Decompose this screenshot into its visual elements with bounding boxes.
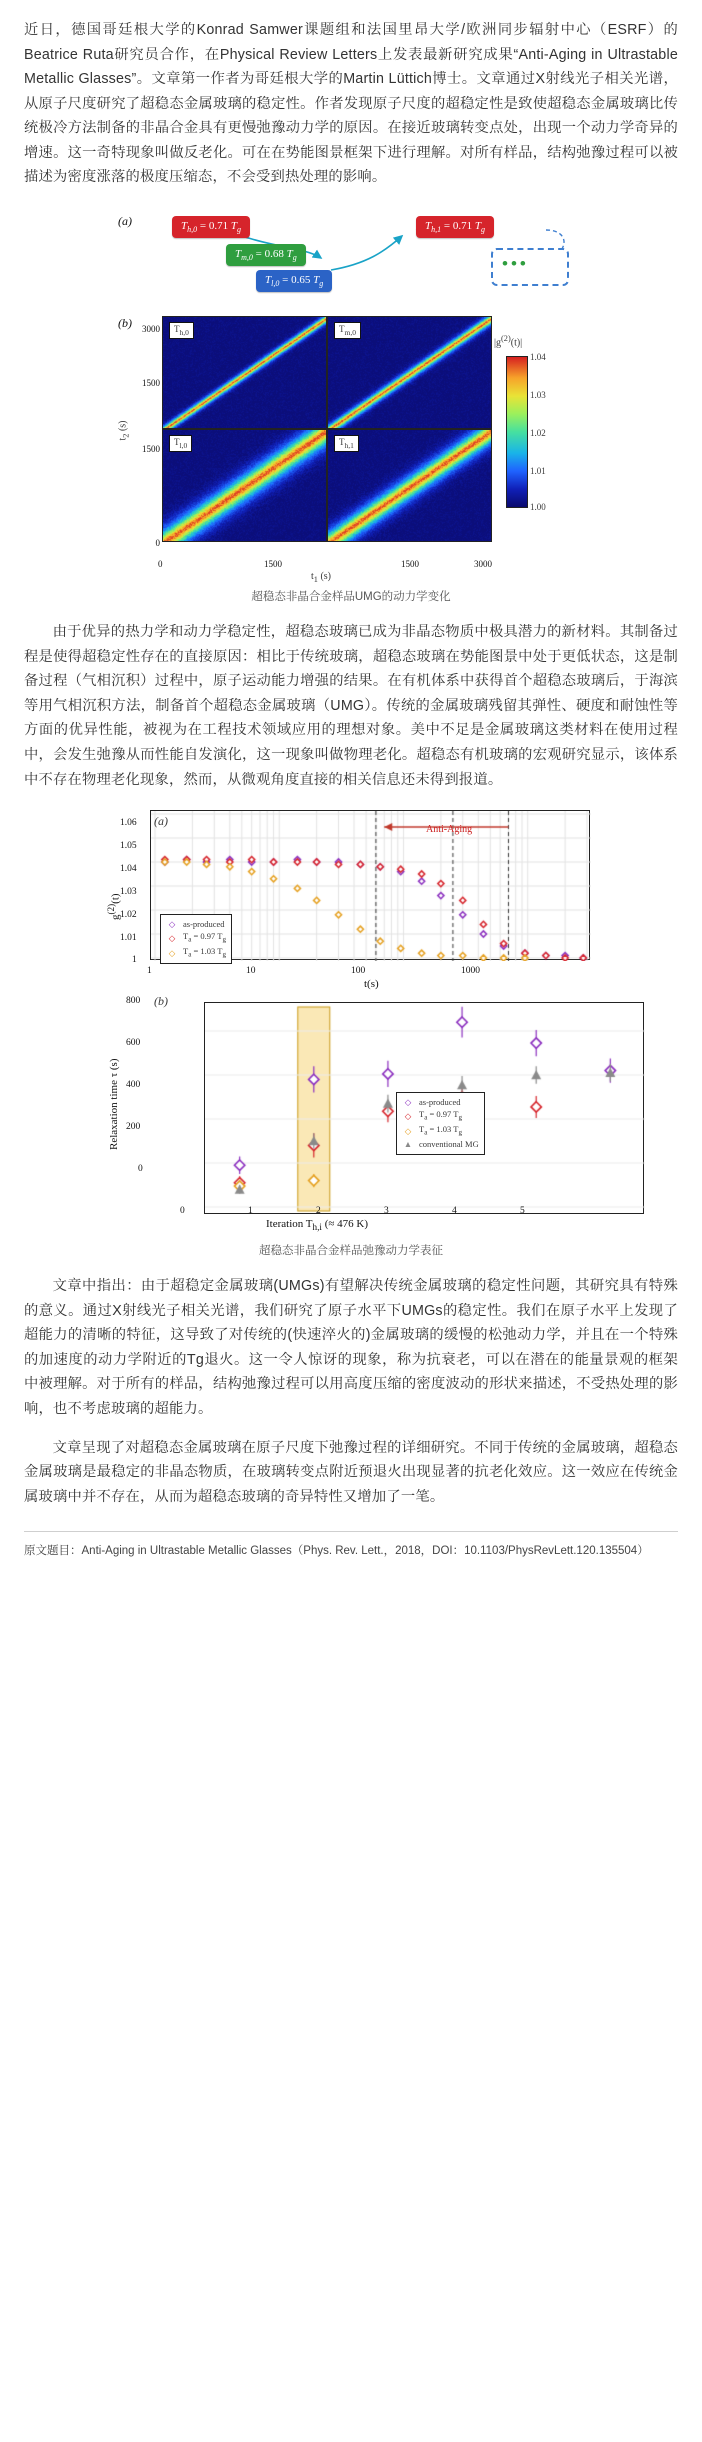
panel-b-label: (b) bbox=[118, 316, 132, 331]
legend-symbol-icon: ▲ bbox=[403, 1139, 413, 1150]
heatmap-th1 bbox=[327, 429, 492, 542]
x-tick-1500a: 1500 bbox=[264, 559, 282, 570]
a-ytick-100: 1 bbox=[132, 955, 137, 966]
figure-1-caption: 超稳态非晶合金样品UMG的动力学变化 bbox=[251, 591, 451, 604]
cbar-tick-103: 1.03 bbox=[530, 390, 546, 401]
legend-b-label-2: $T_a = 1.03$ $T_g$ bbox=[419, 1124, 462, 1138]
legend-a-label-0: as-produced bbox=[183, 919, 225, 930]
legend-a-item-0 bbox=[166, 918, 226, 930]
legend-b-item-0 bbox=[402, 1096, 479, 1108]
heatmap-row-top bbox=[162, 316, 492, 429]
legend-symbol-icon: ◇ bbox=[168, 932, 176, 943]
y-tick-0: 0 bbox=[155, 538, 160, 549]
x-tick-1500b: 1500 bbox=[401, 559, 419, 570]
figure2-panel-a-label: (a) bbox=[154, 814, 168, 829]
b-xtick-5: 5 bbox=[520, 1206, 525, 1217]
paragraph-1: 近日，德国哥廷根大学的Konrad Samwer课题组和法国里昂大学/欧洲同步辐射中心（ESRF）的Beatrice Ruta研究员合作，在Physical Review Letters上发表最新研究成果“Anti-Aging in Ultrastable Metallic Glasses”。文章第一作者为哥廷根大学的Martin Lüttich博士。文章通过X射线光子相关光谱，从原子尺度研究了超稳态金属玻璃的稳定性。作者发现原子尺度的超稳定性是致使超稳态金属玻璃比传统极冷方法制备的非晶合金具有更慢弛豫动力学的原因。在接近玻璃转变点处，出现一个动力学奇异的增速。这一奇特现象叫做反老化。可在在势能图景框架下进行理解。对所有样品，结构弛豫过程可以被描述为密度涨落的极度压缩态，不会受到热处理的影响。 bbox=[24, 22, 678, 186]
box-th1: $T_{h,1} = 0.71$ $T_g$ bbox=[416, 216, 494, 238]
anti-aging-annotation: Anti-Aging bbox=[426, 824, 473, 836]
panel-a-label: (a) bbox=[118, 214, 132, 229]
figure-2-frame bbox=[96, 810, 606, 1233]
a-ytick-106: 1.06 bbox=[120, 818, 137, 829]
legend-a-item-2 bbox=[166, 945, 226, 960]
a-ytick-103: 1.03 bbox=[120, 887, 137, 898]
heatmap-tag-th1: $T_{h,1}$ bbox=[334, 435, 359, 452]
legend-a-label-1: $T_a = 0.97$ $T_g$ bbox=[183, 931, 226, 945]
b-xtick-2: 2 bbox=[316, 1206, 321, 1217]
legend-symbol-icon: ◇ bbox=[168, 919, 176, 930]
source-footer: 原文题目：Anti-Aging in Ultrastable Metallic Glasses（Phys. Rev. Lett.，2018，DOI：10.1103/PhysRevLett.120.135504） bbox=[24, 1531, 678, 1560]
legend-b-item-1 bbox=[402, 1108, 479, 1123]
a-ytick-105: 1.05 bbox=[120, 841, 137, 852]
b-xtick-4: 4 bbox=[452, 1206, 457, 1217]
box-tl0: $T_{l,0} = 0.65$ $T_g$ bbox=[256, 270, 332, 292]
legend-symbol-icon: ◇ bbox=[404, 1110, 412, 1121]
b-ytick-0: 0 bbox=[138, 1164, 143, 1175]
figure-1-panel-a bbox=[116, 208, 586, 304]
legend-b-label-1: $T_a = 0.97$ $T_g$ bbox=[419, 1109, 462, 1123]
paragraph-2: 由于优异的热力学和动力学稳定性，超稳态玻璃已成为非晶态物质中极具潜力的新材料。其制备过程是使得超稳定性存在的直接原因：相比于传统玻璃，超稳态玻璃在势能图景中处于更低状态，这是制备过程（气相沉积）过程中，原子运动能力增强的结果。在有机体系中获得首个超稳态玻璃后，于海滨等用气相沉积方法，制备首个超稳态金属玻璃（UMG）。传统的金属玻璃残留其弹性、硬度和耐蚀性等方面的优异性能，被视为在工程技术领域应用的理想对象。美中不足是金属玻璃这类材料在使用过程中，会发生弛豫从而性能自发演化，这一现象叫做物理老化。超稳态有机玻璃的宏观研究显示，该体系中不存在物理老化现象，然而，从微观角度直接的相关信息还未得到报道。 bbox=[24, 624, 678, 788]
b-ytick-200: 200 bbox=[126, 1122, 141, 1133]
colorbar-title: $|g^{(2)}(t)|$ bbox=[494, 334, 523, 349]
figure2-panel-b-label: (b) bbox=[154, 994, 168, 1009]
chart-a-xlabel: t(s) bbox=[364, 978, 379, 991]
heatmap-tl0 bbox=[162, 429, 327, 542]
legend-b-label-0: as-produced bbox=[419, 1097, 461, 1108]
legend-symbol-icon: ◇ bbox=[404, 1125, 412, 1136]
dots-glyph: ••• bbox=[502, 254, 529, 274]
paragraph-3: 文章中指出：由于超稳定金属玻璃(UMGs)有望解决传统金属玻璃的稳定性问题，其研究具有特殊的意义。通过X射线光子相关光谱，我们研究了原子水平下UMGs的稳定性。我们在原子水平上发现了超能力的清晰的特征，这导致了对传统的(快速淬火的)金属玻璃的缓慢的松弛动力学，并且在一个特殊的加速度的动力学附近的Tg退火。这一令人惊讶的现象，称为抗衰老，可以在潜在的能量景观的框架中被理解。对于所有的样品，结构弛豫过程可以用高度压缩的密度波动的形状来描述，不受热处理的影响，也不考虑玻璃的超能力。 bbox=[24, 1278, 678, 1417]
chart-a-ylabel: $g^{(2)}(t)$ bbox=[106, 893, 122, 921]
heatmap-tag-tl0: $T_{l,0}$ bbox=[169, 435, 192, 452]
legend-symbol-icon: ◇ bbox=[168, 947, 176, 958]
a-ytick-104: 1.04 bbox=[120, 864, 137, 875]
heatmap-tag-th0: $T_{h,0}$ bbox=[169, 322, 194, 339]
b-xtick-3: 3 bbox=[384, 1206, 389, 1217]
paragraph-4: 文章呈现了对超稳态金属玻璃在原子尺度下弛豫过程的详细研究。不同于传统的金属玻璃，超稳态金属玻璃是最稳定的非晶态物质，在玻璃转变点附近预退火出现显著的抗老化效应。这一效应在传统金属玻璃中并不存在，从而为超稳态玻璃的奇异特性又增加了一笔。 bbox=[24, 1439, 678, 1505]
y-tick-3000: 3000 bbox=[142, 324, 160, 335]
figure-2-content bbox=[96, 810, 606, 1233]
colorbar bbox=[506, 356, 528, 508]
b-xtick-1: 1 bbox=[248, 1206, 253, 1217]
heatmap-row-bottom bbox=[162, 429, 492, 542]
heatmap-tm0 bbox=[327, 316, 492, 429]
b-xtick-0: 0 bbox=[180, 1206, 185, 1217]
cbar-tick-101: 1.01 bbox=[530, 466, 546, 477]
box-tm0: $T_{m,0} = 0.68$ $T_g$ bbox=[226, 244, 306, 266]
box-th0: $T_{h,0} = 0.71$ $T_g$ bbox=[172, 216, 250, 238]
heatmap-grid bbox=[162, 316, 492, 542]
figure-1-frame bbox=[116, 208, 586, 585]
chart-b-ylabel: Relaxation time τ (s) bbox=[108, 1058, 120, 1151]
legend-a-item-1 bbox=[166, 930, 226, 945]
figure-1 bbox=[24, 208, 678, 604]
cbar-tick-104: 1.04 bbox=[530, 352, 546, 363]
a-xtick-10: 10 bbox=[246, 966, 256, 977]
figure1-xlabel: $t_1$ (s) bbox=[311, 571, 332, 585]
cbar-tick-100: 1.00 bbox=[530, 502, 546, 513]
figure-1-content bbox=[116, 208, 586, 585]
a-xtick-100: 100 bbox=[351, 966, 366, 977]
legend-b-item-2 bbox=[402, 1123, 479, 1138]
chart-b-legend bbox=[396, 1092, 485, 1155]
heatmap-tag-tm0: $T_{m,0}$ bbox=[334, 322, 361, 339]
b-ytick-400: 400 bbox=[126, 1080, 141, 1091]
figure-1-panel-b bbox=[116, 316, 586, 585]
x-tick-3000: 3000 bbox=[474, 559, 492, 570]
a-xtick-1000: 1000 bbox=[461, 966, 480, 977]
b-ytick-600: 600 bbox=[126, 1038, 141, 1049]
figure-2-caption: 超稳态非晶合金样品弛豫动力学表征 bbox=[259, 1245, 443, 1258]
b-ytick-800: 800 bbox=[126, 996, 141, 1007]
a-xtick-1: 1 bbox=[147, 966, 152, 977]
a-ytick-101: 1.01 bbox=[120, 933, 137, 944]
y-tick-1500a: 1500 bbox=[142, 378, 160, 389]
legend-a-label-2: $T_a = 1.03$ $T_g$ bbox=[183, 946, 226, 960]
figure1-ylabel: $t_2$ (s) bbox=[117, 420, 131, 441]
box-iteration-dots bbox=[491, 248, 569, 286]
y-tick-1500b: 1500 bbox=[142, 444, 160, 455]
legend-b-label-3: conventional MG bbox=[419, 1139, 479, 1150]
heatmap-th0 bbox=[162, 316, 327, 429]
legend-symbol-icon: ◇ bbox=[404, 1097, 412, 1108]
x-tick-0: 0 bbox=[158, 559, 163, 570]
chart-a-legend bbox=[160, 914, 232, 964]
figure-2 bbox=[24, 810, 678, 1258]
cbar-tick-102: 1.02 bbox=[530, 428, 546, 439]
a-ytick-102: 1.02 bbox=[120, 910, 137, 921]
chart-b-xlabel: Iteration $T_{h,i}$ (≈ 476 K) bbox=[266, 1218, 369, 1233]
legend-b-item-3 bbox=[402, 1138, 479, 1150]
